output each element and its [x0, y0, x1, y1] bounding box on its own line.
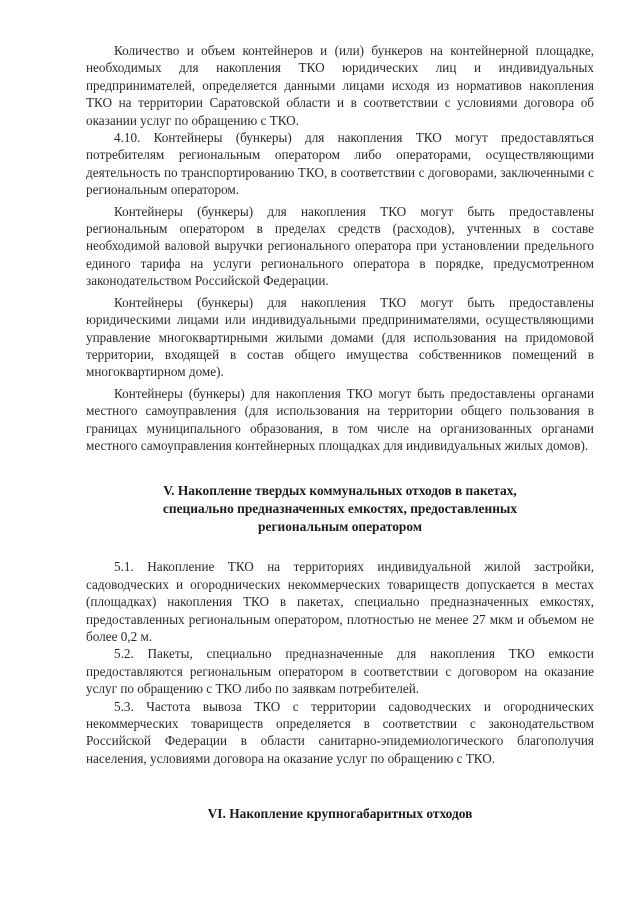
section-5-title-line-3: региональным оператором: [258, 519, 422, 535]
paragraph-regional-operator: Контейнеры (бункеры) для накопления ТКО могут быть предоставлены региональным оператором в пределах средств (расходов), учтенных в составе необходимой валовой выручки регионального оператора при установлении предельного единого тарифа на услуги регионального оператора в порядке, предусмотренном законодательством Российской Федерации.: [86, 203, 594, 289]
paragraph-4-10: 4.10. Контейнеры (бункеры) для накопления ТКО могут предоставляться потребителям региональным оператором либо операторами, осуществляющими деятельность по транспортированию ТКО, в соответствии с договорами, заключенными с региональным оператором.: [86, 130, 594, 198]
section-5-title-line-1: V. Накопление твердых коммунальных отходов в пакетах,: [163, 483, 517, 499]
section-5-heading: [86, 482, 594, 536]
section-6-title: VI. Накопление крупногабаритных отходов: [207, 806, 473, 822]
paragraph-5-1: 5.1. Накопление ТКО на территориях индивидуальной жилой застройки, садоводческих и огороднических некоммерческих товариществ допускается в местах (площадках) накопления ТКО в пакетах, специально предназначенных емкостях, предоставленных региональным оператором, плотностью не менее 27 мкм и объемом не более 0,2 м.: [86, 559, 594, 644]
paragraph-container-volume: Количество и объем контейнеров и (или) бункеров на контейнерной площадке, необходимых для накопления ТКО юридических лиц и индивидуальных предпринимателей, определяется данными лицами исходя из нормативов накопления ТКО на территории Саратовской области и в соответствии с условиями договора об оказании услуг по обращению с ТКО.: [86, 43, 594, 128]
paragraph-local-government: Контейнеры (бункеры) для накопления ТКО могут быть предоставлены органами местного самоуправления (для использования на территории общего пользования в границах муниципального образования, в том числе на организованных органами местного самоуправления контейнерных площадках для индивидуальных жилых домов).: [86, 385, 594, 453]
document-body: [86, 42, 594, 823]
paragraph-legal-entities: Контейнеры (бункеры) для накопления ТКО могут быть предоставлены юридическими лицами или индивидуальными предпринимателями, осуществляющими управление многоквартирными жилыми домами (для использования на придомовой территории, входящей в состав общего имущества собственников помещений в многоквартирном доме).: [86, 294, 594, 380]
paragraph-5-3: 5.3. Частота вывоза ТКО с территории садоводческих и огороднических некоммерческих товариществ определяется в соответствии с законодательством Российской Федерации в области санитарно-эпидемиологического благополучия населения, условиями договора на оказание услуг по обращению с ТКО.: [86, 698, 594, 766]
section-5-title-line-2: специально предназначенных емкостях, предоставленных: [162, 501, 518, 517]
paragraph-5-2: 5.2. Пакеты, специально предназначенные для накопления ТКО емкости предоставляются региональным оператором в соответствии с договором на оказание услуг по обращению с ТКО либо по заявкам потребителей.: [86, 646, 594, 697]
